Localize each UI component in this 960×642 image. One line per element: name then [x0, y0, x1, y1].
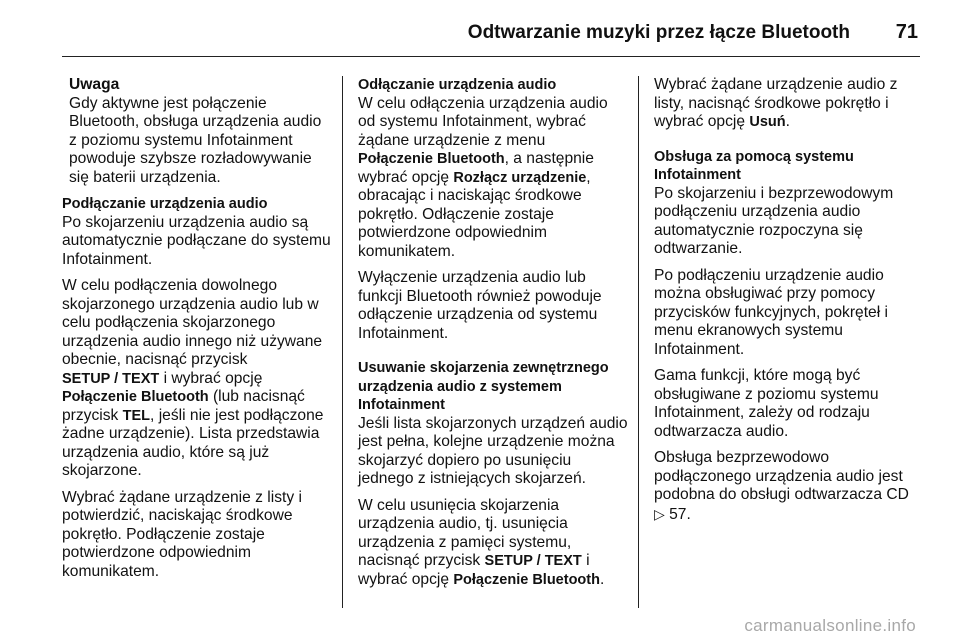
paragraph: Po skojarzeniu urządzenia audio są automatycznie podłączane do systemu Infotainment.: [62, 213, 331, 268]
triangle-right-icon: ▷: [654, 505, 665, 522]
paragraph: W celu usunięcia skojarzenia urządzenia audio, tj. usunięcia urządzenia z pamięci systemu, nacisnąć przycisk SETUP / TEXT i wybrać opcję Połączenie Bluetooth.: [358, 496, 605, 588]
page-number: 71: [895, 21, 918, 43]
menu-option-disconnect: Rozłącz urządzenie: [453, 169, 587, 186]
menu-option-bluetooth: Połączenie Bluetooth: [62, 389, 209, 405]
section-heading-disconnect: Odłączanie urządzenia audio: [358, 77, 557, 93]
button-name-setup: SETUP / TEXT: [62, 370, 160, 387]
paragraph: Obsługa bezprzewodowo podłączonego urządzenia audio jest podobna do obsługi odtwarzacza CD ▷ 57.: [654, 449, 909, 523]
button-name-setup: SETUP / TEXT: [484, 553, 582, 569]
button-name-tel: TEL: [122, 407, 151, 424]
page-title: Odtwarzanie muzyki przez łącze Bluetooth: [467, 22, 850, 43]
paragraph: Po skojarzeniu i bezprzewodowym podłączeniu urządzenia audio automatycznie rozpoczyna się odtwarzanie.: [654, 184, 894, 257]
column-divider-1: [342, 76, 343, 608]
page-header: [0, 0, 960, 56]
column-2: [358, 76, 628, 597]
note-title: Uwaga: [69, 76, 120, 93]
paragraph: Gama funkcji, które mogą być obsługiwane z poziomu systemu Infotainment, zależy od rodzaju odtwarzacza audio.: [654, 367, 879, 440]
column-3: [654, 76, 928, 532]
paragraph: Jeśli lista skojarzonych urządzeń audio jest pełna, kolejne urządzenie można skojarzyć dopiero po usunięciu jednego z istniejących skojarzeń.: [358, 414, 628, 487]
note-body: Gdy aktywne jest połączenie Bluetooth, obsługa urządzenia audio z poziomu systemu Infotainment powoduje szybsze rozładowywanie się baterii urządzenia.: [69, 94, 322, 186]
column-1: [62, 76, 332, 589]
column-divider-2: [638, 76, 639, 608]
section-heading-operation: Obsługa za pomocą systemu Infotainment: [654, 148, 854, 183]
paragraph: W celu odłączenia urządzenia audio od systemu Infotainment, wybrać żądane urządzenie z menu Połączenie Bluetooth, a następnie wybrać opcję Rozłącz urządzenie, obracając i naciskając środkowe pokrętło. Odłączenie zostaje potwierdzone odpowiednim komunikatem.: [358, 94, 608, 260]
section-heading-unpair: Usuwanie skojarzenia zewnętrznego urządzenia audio z systemem Infotainment: [358, 360, 609, 413]
paragraph: Po podłączeniu urządzenie audio można obsługiwać przy pomocy przycisków funkcyjnych, pokręteł i menu ekranowych systemu Infotainment.: [654, 266, 888, 358]
header-divider: [62, 56, 920, 57]
note-box: [62, 76, 332, 187]
menu-option-bluetooth: Połączenie Bluetooth: [358, 151, 505, 167]
paragraph: Wybrać żądane urządzenie z listy i potwierdzić, naciskając środkowe pokrętło. Podłączenie zostaje potwierdzone odpowiednim komunikatem.: [62, 488, 302, 580]
watermark: carmanualsonline.info: [744, 616, 916, 635]
page-reference: 57.: [664, 505, 691, 523]
paragraph: W celu podłączenia dowolnego skojarzonego urządzenia audio lub w celu podłączenia skojarzonego urządzenia audio innego niż używane obecnie, nacisnąć przycisk SETUP / TEXT i wybrać opcję Połączenie Bluetooth (lub nacisnąć przycisk TEL, jeśli nie jest podłączone żadne urządzenie). Lista przedstawia urządzenia audio, które są już skojarzone.: [62, 277, 324, 479]
section-heading-connect: Podłączanie urządzenia audio: [62, 196, 268, 212]
menu-option-bluetooth: Połączenie Bluetooth: [453, 571, 600, 588]
paragraph: Wybrać żądane urządzenie audio z listy, nacisnąć środkowe pokrętło i wybrać opcję Usuń.: [654, 76, 898, 130]
menu-option-delete: Usuń: [749, 114, 786, 130]
paragraph: Wyłączenie urządzenia audio lub funkcji Bluetooth również powoduje odłączenie urządzenia od systemu Infotainment.: [358, 269, 602, 342]
